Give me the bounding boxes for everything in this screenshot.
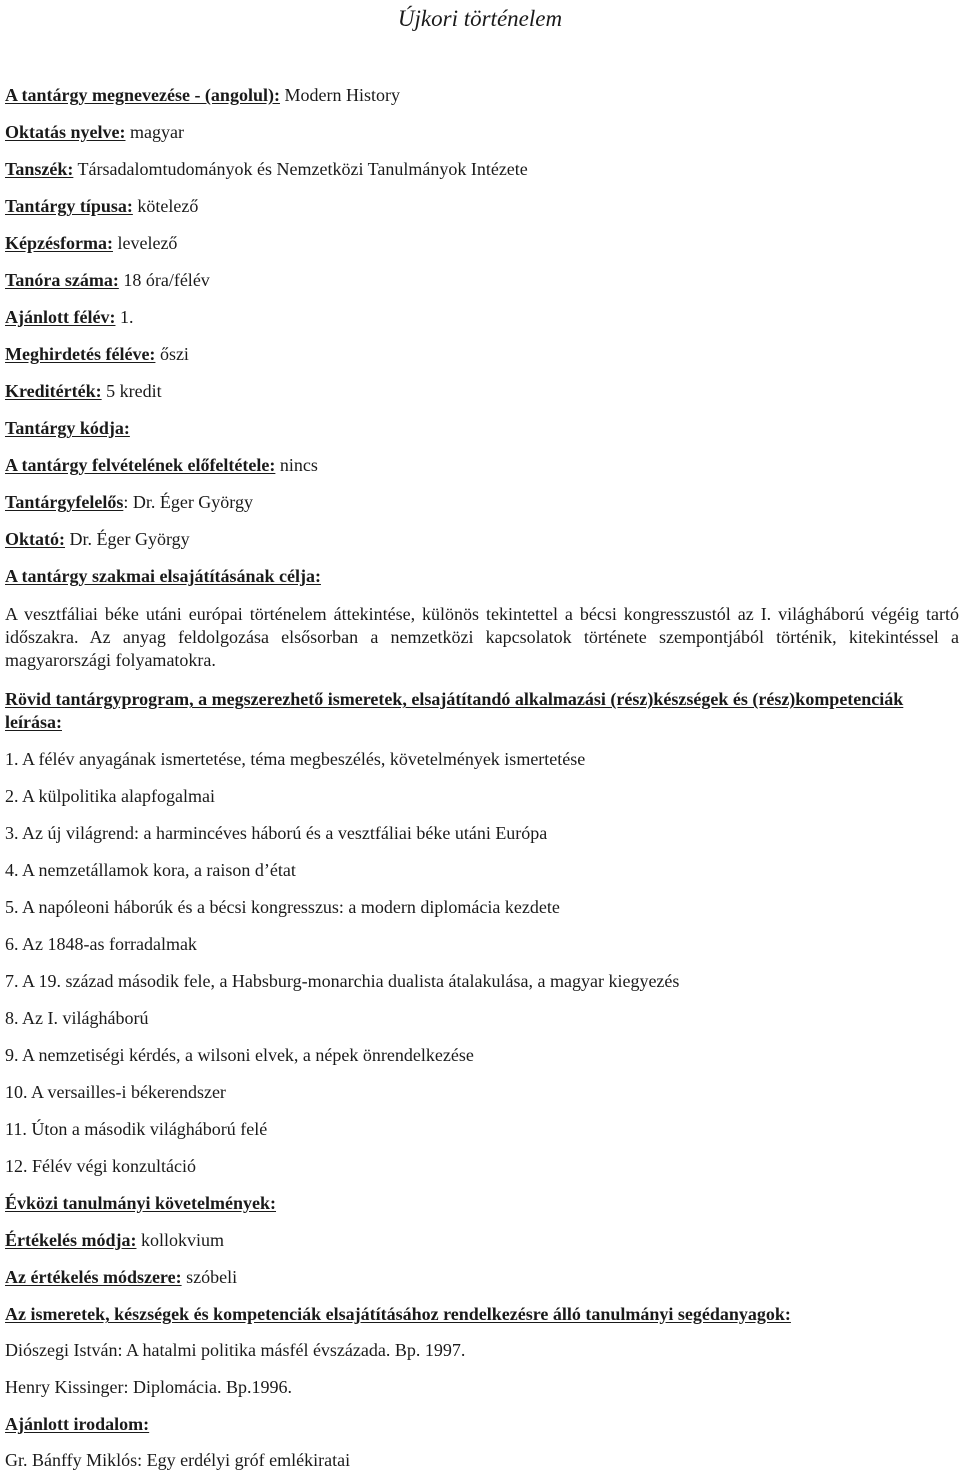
field-label: Tantárgyfelelős <box>5 492 124 512</box>
document-title: Újkori történelem <box>397 6 563 31</box>
field-hours <box>5 269 955 291</box>
field-subject-code <box>5 417 955 439</box>
evaluation-mode <box>5 1229 955 1251</box>
field-value: Dr. Éger György <box>65 529 190 549</box>
field-label: A tantárgy megnevezése - (angolul): <box>5 85 280 105</box>
field-value: kötelező <box>132 196 199 216</box>
program-item-3: 3. Az új világrend: a harmincéves háború és a vesztfáliai béke utáni Európa <box>5 823 548 843</box>
field-subject-name <box>5 84 955 106</box>
field-label: Meghirdetés féléve: <box>5 344 156 364</box>
program-heading <box>5 688 959 734</box>
evaluation-method <box>5 1266 955 1288</box>
field-label: Oktató: <box>5 529 65 549</box>
field-label: Tantárgy kódja: <box>5 418 130 438</box>
field-value: 18 óra/félév <box>118 270 210 290</box>
materials-item-1: Diószegi István: A hatalmi politika másfél évszázada. Bp. 1997. <box>5 1340 466 1360</box>
field-training-form <box>5 232 955 254</box>
field-instructor <box>5 528 955 550</box>
evaluation-method-label: Az értékelés módszere: <box>5 1267 182 1287</box>
field-label: Oktatás nyelve: <box>5 122 126 142</box>
program-item-9: 9. A nemzetiségi kérdés, a wilsoni elvek, a népek önrendelkezése <box>5 1045 474 1065</box>
materials-heading <box>5 1303 955 1325</box>
requirements-heading <box>5 1192 955 1214</box>
materials-item-2: Henry Kissinger: Diplomácia. Bp.1996. <box>5 1377 292 1397</box>
field-responsible <box>5 491 955 513</box>
program-item-7: 7. A 19. század második fele, a Habsburg-monarchia dualista átalakulása, a magyar kiegyezés <box>5 971 680 991</box>
evaluation-method-value: szóbeli <box>181 1267 238 1287</box>
field-value: : Dr. Éger György <box>123 492 253 512</box>
recommended-label: Ajánlott irodalom: <box>5 1414 150 1434</box>
field-value: 5 kredit <box>101 381 162 401</box>
evaluation-mode-value: kollokvium <box>136 1230 224 1250</box>
goal-label: A tantárgy szakmai elsajátításának célja: <box>5 566 321 586</box>
field-value: Társadalomtudományok és Nemzetközi Tanulmányok Intézete <box>73 159 528 179</box>
field-label: Ajánlott félév: <box>5 307 116 327</box>
field-prerequisite <box>5 454 955 476</box>
field-subject-type <box>5 195 955 217</box>
program-item-1: 1. A félév anyagának ismertetése, téma megbeszélés, követelmények ismertetése <box>5 749 586 769</box>
field-announcement-semester <box>5 343 955 365</box>
field-label: A tantárgy felvételének előfeltétele: <box>5 455 276 475</box>
goal-heading <box>5 565 955 587</box>
field-credits <box>5 380 955 402</box>
field-label: Kreditérték: <box>5 381 102 401</box>
goal-text: A vesztfáliai béke utáni európai történelem áttekintése, különös tekintettel a bécsi kongresszustól az I. világháború végéig tartó időszakra. Az anyag feldolgozása elsősorban a nemzetközi kapcsolatok története szempontjából történik, kitekintéssel a magyarországi folyamatokra. <box>5 604 959 670</box>
field-language <box>5 121 955 143</box>
field-label: Képzésforma: <box>5 233 113 253</box>
recommended-heading <box>5 1413 955 1435</box>
field-value: nincs <box>275 455 318 475</box>
field-label: Tanóra száma: <box>5 270 119 290</box>
field-value: Modern History <box>279 85 400 105</box>
field-label: Tantárgy típusa: <box>5 196 133 216</box>
materials-label: Az ismeretek, készségek és kompetenciák elsajátításához rendelkezésre álló tanulmányi segédanyagok: <box>5 1304 791 1324</box>
program-item-11: 11. Úton a második világháború felé <box>5 1119 268 1139</box>
field-value: 1. <box>115 307 134 327</box>
requirements-label: Évközi tanulmányi követelmények: <box>5 1193 277 1213</box>
program-item-12: 12. Félév végi konzultáció <box>5 1156 196 1176</box>
program-item-2: 2. A külpolitika alapfogalmai <box>5 786 215 806</box>
program-label: Rövid tantárgyprogram, a megszerezhető ismeretek, elsajátítandó alkalmazási (rész)készségek és (rész)kompetenciák leírása: <box>5 689 904 732</box>
program-item-4: 4. A nemzetállamok kora, a raison d’état <box>5 860 296 880</box>
program-item-10: 10. A versailles-i békerendszer <box>5 1082 226 1102</box>
recommended-item-1: Gr. Bánffy Miklós: Egy erdélyi gróf emlékiratai <box>5 1450 351 1470</box>
program-item-6: 6. Az 1848-as forradalmak <box>5 934 197 954</box>
field-value: magyar <box>125 122 184 142</box>
program-item-5: 5. A napóleoni háborúk és a bécsi kongresszus: a modern diplomácia kezdete <box>5 897 560 917</box>
field-department <box>5 158 955 180</box>
field-value: őszi <box>155 344 189 364</box>
field-value: levelező <box>112 233 178 253</box>
program-item-8: 8. Az I. világháború <box>5 1008 149 1028</box>
field-label: Tanszék: <box>5 159 74 179</box>
field-recommended-semester <box>5 306 955 328</box>
evaluation-mode-label: Értékelés módja: <box>5 1230 137 1250</box>
